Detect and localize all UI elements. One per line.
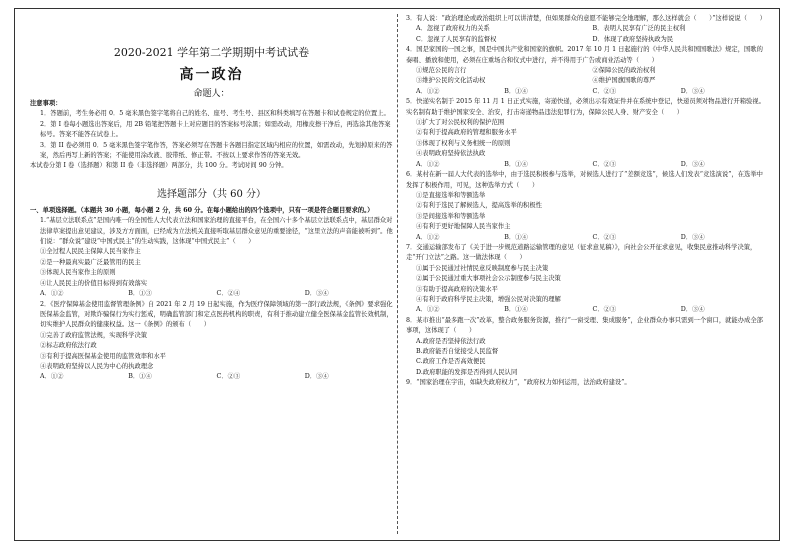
q5-option-1: ①扩大了对公民权利的保护范围	[416, 119, 505, 127]
q5-answer-a: A．①②	[416, 160, 440, 168]
q6-answers	[406, 233, 769, 243]
q3-option-b: B．表明人民享有广泛的民主权利	[592, 25, 686, 33]
exam-author: 命题人：	[193, 89, 230, 99]
q2-stem: 2．《医疗保障基金使用监督管理条例》自 2021 年 2 月 19 日起实施，作为医疗保障领域的第一部行政法规，《条例》要求强化医保基金监管，对欺诈骗保行为实行惩戒，明确监管部门和定点医药机构的职责，有利于推动建立健全医保基金监管长效机制，切实维护人民群众的健康权益。这一《条例》的颁布（ ）	[40, 300, 393, 329]
q6-answer-b: B．①④	[504, 233, 528, 241]
exam-subject: 高一政治	[179, 67, 244, 83]
q1-option-4: ④让人民民主的价值目标得到有效落实	[40, 279, 148, 287]
q7-option-2: ②属于公民通过重大事项社会公示制度参与民主决策	[416, 275, 561, 283]
q5-option-3: ③体现了权利与义务相统一的原则	[416, 139, 511, 147]
q3-answers-row-2	[406, 35, 769, 45]
q2-answers	[30, 372, 393, 382]
q5-answers	[406, 160, 769, 170]
q8-option-c: C.政府工作是否高效便民	[416, 358, 486, 366]
q3-option-c: C．忽视了人民享有的监督权	[416, 35, 497, 43]
q6-answer-a: A．①②	[416, 233, 440, 241]
q4-answer-d: D．③④	[680, 87, 705, 95]
section-instruction: 一、单项选择题。（本题共 30 小题，每小题 2 分，共 60 分。在每小题给出的四个选项中，只有一项是符合题目要求的。）	[30, 206, 374, 214]
q4-option-4: ④维护国旗国歌的尊严	[592, 77, 656, 85]
notice-item-3: 3．第 II 卷必须用 0．5 毫米黑色签字笔作答，答案必须写在答题卡各题目指定区域内相应的位置，如需改动，先划掉原来的答案，然后再写上新的答案；不能使用涂改液、胶带纸、修正带。不按以上要求作答的答案无效。	[40, 141, 393, 160]
q6-option-2: ②有利于选民了解候选人，提高选举的积极性	[416, 202, 542, 210]
q2-option-4: ④表明政府坚持以人民为中心的执政理念	[40, 362, 154, 370]
q7-answer-b: B．①④	[504, 306, 528, 314]
q2-answer-d: D．③④	[304, 373, 329, 381]
q4-answer-a: A．①②	[416, 87, 440, 95]
q3-option-d: D．体现了政府坚持执政为民	[592, 35, 674, 43]
q4-options-row-1	[406, 66, 769, 76]
q6-answer-c: C．②③	[592, 233, 617, 241]
q6-stem: 6．某村在新一届人大代表的选举中，由于选民积极参与选举，对候选人进行了“差额竞选”，候选人们发表“竞选演说”，在选举中发挥了积极作用，可见，这种选举方式（ ）	[406, 171, 763, 189]
q2-answer-b: B．①④	[128, 373, 152, 381]
notice-label: 注意事项：	[30, 100, 62, 107]
q7-stem: 7．交通运输部发布了《关于进一步规范道路运输管理的意见（征求意见稿）》，向社会公开征求意见，收集民意推动科学决策，走“开门立法”之路。这一做法体现（ ）	[406, 243, 757, 262]
q1-answer-a: A．①②	[40, 290, 64, 298]
q7-answer-c: C．②③	[592, 306, 617, 314]
q4-option-2: ②保障公民的政治权利	[592, 67, 656, 75]
notice-item-1: 1．答题前，考生务必用 0．5 毫米黑色签字笔将自己的姓名、座号、考生号、县区和科类填写在答题卡和试卷规定的位置上。	[40, 110, 390, 118]
notice-item-4: 本试卷分第 I 卷（选择题）和第 II 卷（非选择题）两部分，共 100 分。考试时间 90 分钟。	[30, 162, 288, 170]
q8-stem: 8．某市推出“最多跑一次”改革，整合政务服务资源，推行“一窗受理、集成服务”，企业群众办事只需到一个窗口，就能办成全部事项，这体现了（ ）	[406, 316, 763, 335]
q5-stem: 5．快递实名制于 2015 年 11 月 1 日正式实施，寄递快递，必须出示有效证件并在系统中登记，快递员须对物品进行开箱验视。实名制有助于维护国家安全、治安，打击寄递物品违法犯罪行为，保障公民人身、财产安全（ ）	[406, 98, 765, 116]
q8-option-d: D.政府职能的发挥是否得到人民认同	[416, 368, 518, 376]
q4-answer-c: C．②③	[592, 87, 617, 95]
q1-option-1: ①全过程人民民主保障人民当家作主	[40, 248, 141, 256]
q4-answer-b: B．①④	[504, 87, 528, 95]
q7-option-4: ④有利于政府科学民主决策，增强公民对决策的理解	[416, 295, 561, 303]
q1-answer-b: B．①③	[128, 290, 152, 298]
q4-answers	[406, 87, 769, 97]
q3-option-a: A．忽视了政府权力的关系	[416, 25, 490, 33]
exam-title: 2020-2021 学年第二学期期中考试试卷	[113, 46, 310, 59]
q4-stem: 4．国是家国的一国之事，国是中国共产党和国家的旗帜。2017 年 10 月 1 日起施行的《中华人民共和国国歌法》规定，国歌的奏唱、播放和使用，必须在庄重场合和仪式中进行，并不得用于广告或商业活动等（ ）	[406, 46, 763, 64]
q7-answer-d: D．③④	[680, 306, 705, 314]
q2-option-3: ③有利于提高医保基金使用的监管效率和水平	[40, 352, 166, 360]
q6-option-3: ③是间接选举和等额选举	[416, 212, 486, 220]
notice-item-2: 2．第 I 卷每小题选出答案后，用 2B 铅笔把答题卡上对应题目的答案标号涂黑；如需改动，用橡皮擦干净后，再选涂其他答案标号。答案不能答在试卷上。	[40, 120, 391, 139]
right-column	[406, 14, 769, 389]
q5-option-2: ②有利于提高政府的管理和服务水平	[416, 129, 517, 137]
q5-answer-b: B．①④	[504, 160, 528, 168]
q4-option-3: ③维护公民的文化活动权	[416, 77, 486, 85]
q7-option-3: ③有助于提高政府的决策水平	[416, 285, 498, 293]
q6-option-1: ①是直接选举和等额选举	[416, 191, 486, 199]
q3-answers-row-1	[406, 24, 769, 34]
q4-option-1: ①规范公民的言行	[416, 67, 467, 75]
q8-option-b: B.政府能否自觉接受人民监督	[416, 348, 499, 355]
section-title: 选择题部分（共 60 分）	[156, 188, 267, 200]
q7-answer-a: A．①②	[416, 306, 440, 314]
q4-options-row-2	[406, 76, 769, 86]
q2-answer-c: C．②③	[216, 373, 241, 381]
q5-answer-c: C．②③	[592, 160, 617, 168]
left-column	[30, 14, 393, 383]
q1-option-2: ②是一种最真实最广泛最管用的民主	[40, 258, 141, 266]
q1-stem: 1.“基层立法联系点”是国内唯一的全国性人大代表立法和国家治理的直接平台，在全国六十多个基层立法联系点中，基层群众对法律草案提出意见建议，涉及方方面面，已经成为立法机关直接听取基层群众意见的重要途径，“这里立法的声音能被听到”。他们说：“群众说”建设“中国式民主”的生动实践，这体现“中国式民主”（ ）	[40, 217, 393, 246]
q1-answer-d: D．③④	[304, 290, 329, 298]
q6-option-4: ④有利于更好地保障人民当家作主	[416, 223, 511, 231]
q3-stem: 3．有人说：“政治理论或政治组织上可以讲清楚，但如果群众的意愿不能够完全地理解，那么这样就会（ ）”这样说说（ ）	[406, 15, 766, 22]
q5-answer-d: D．③④	[680, 160, 705, 168]
q9-stem: 9．“国家治理在宇宙，如缺失政府权力”，“政府权力如何运用，法治政府建设”。	[406, 379, 631, 387]
q6-answer-d: D．③④	[680, 233, 705, 241]
q1-option-3: ③体现人民当家作主的原则	[40, 269, 116, 277]
q5-option-4: ④表明政府坚持依法执政	[416, 150, 486, 158]
q2-option-2: ②标志政府依法行政	[40, 342, 97, 350]
q1-answer-c: C．②④	[216, 290, 241, 298]
q2-answer-a: A．①②	[40, 373, 64, 381]
q7-answers	[406, 305, 769, 315]
q2-option-1: ①完善了政府监管法规，实现科学决策	[40, 331, 148, 339]
q1-answers	[30, 289, 393, 299]
q7-option-1: ①属于公民通过社情民意反映制度参与民主决策	[416, 264, 549, 272]
q8-option-a: A.政府是否坚持依法行政	[416, 337, 486, 345]
column-divider	[397, 14, 398, 534]
